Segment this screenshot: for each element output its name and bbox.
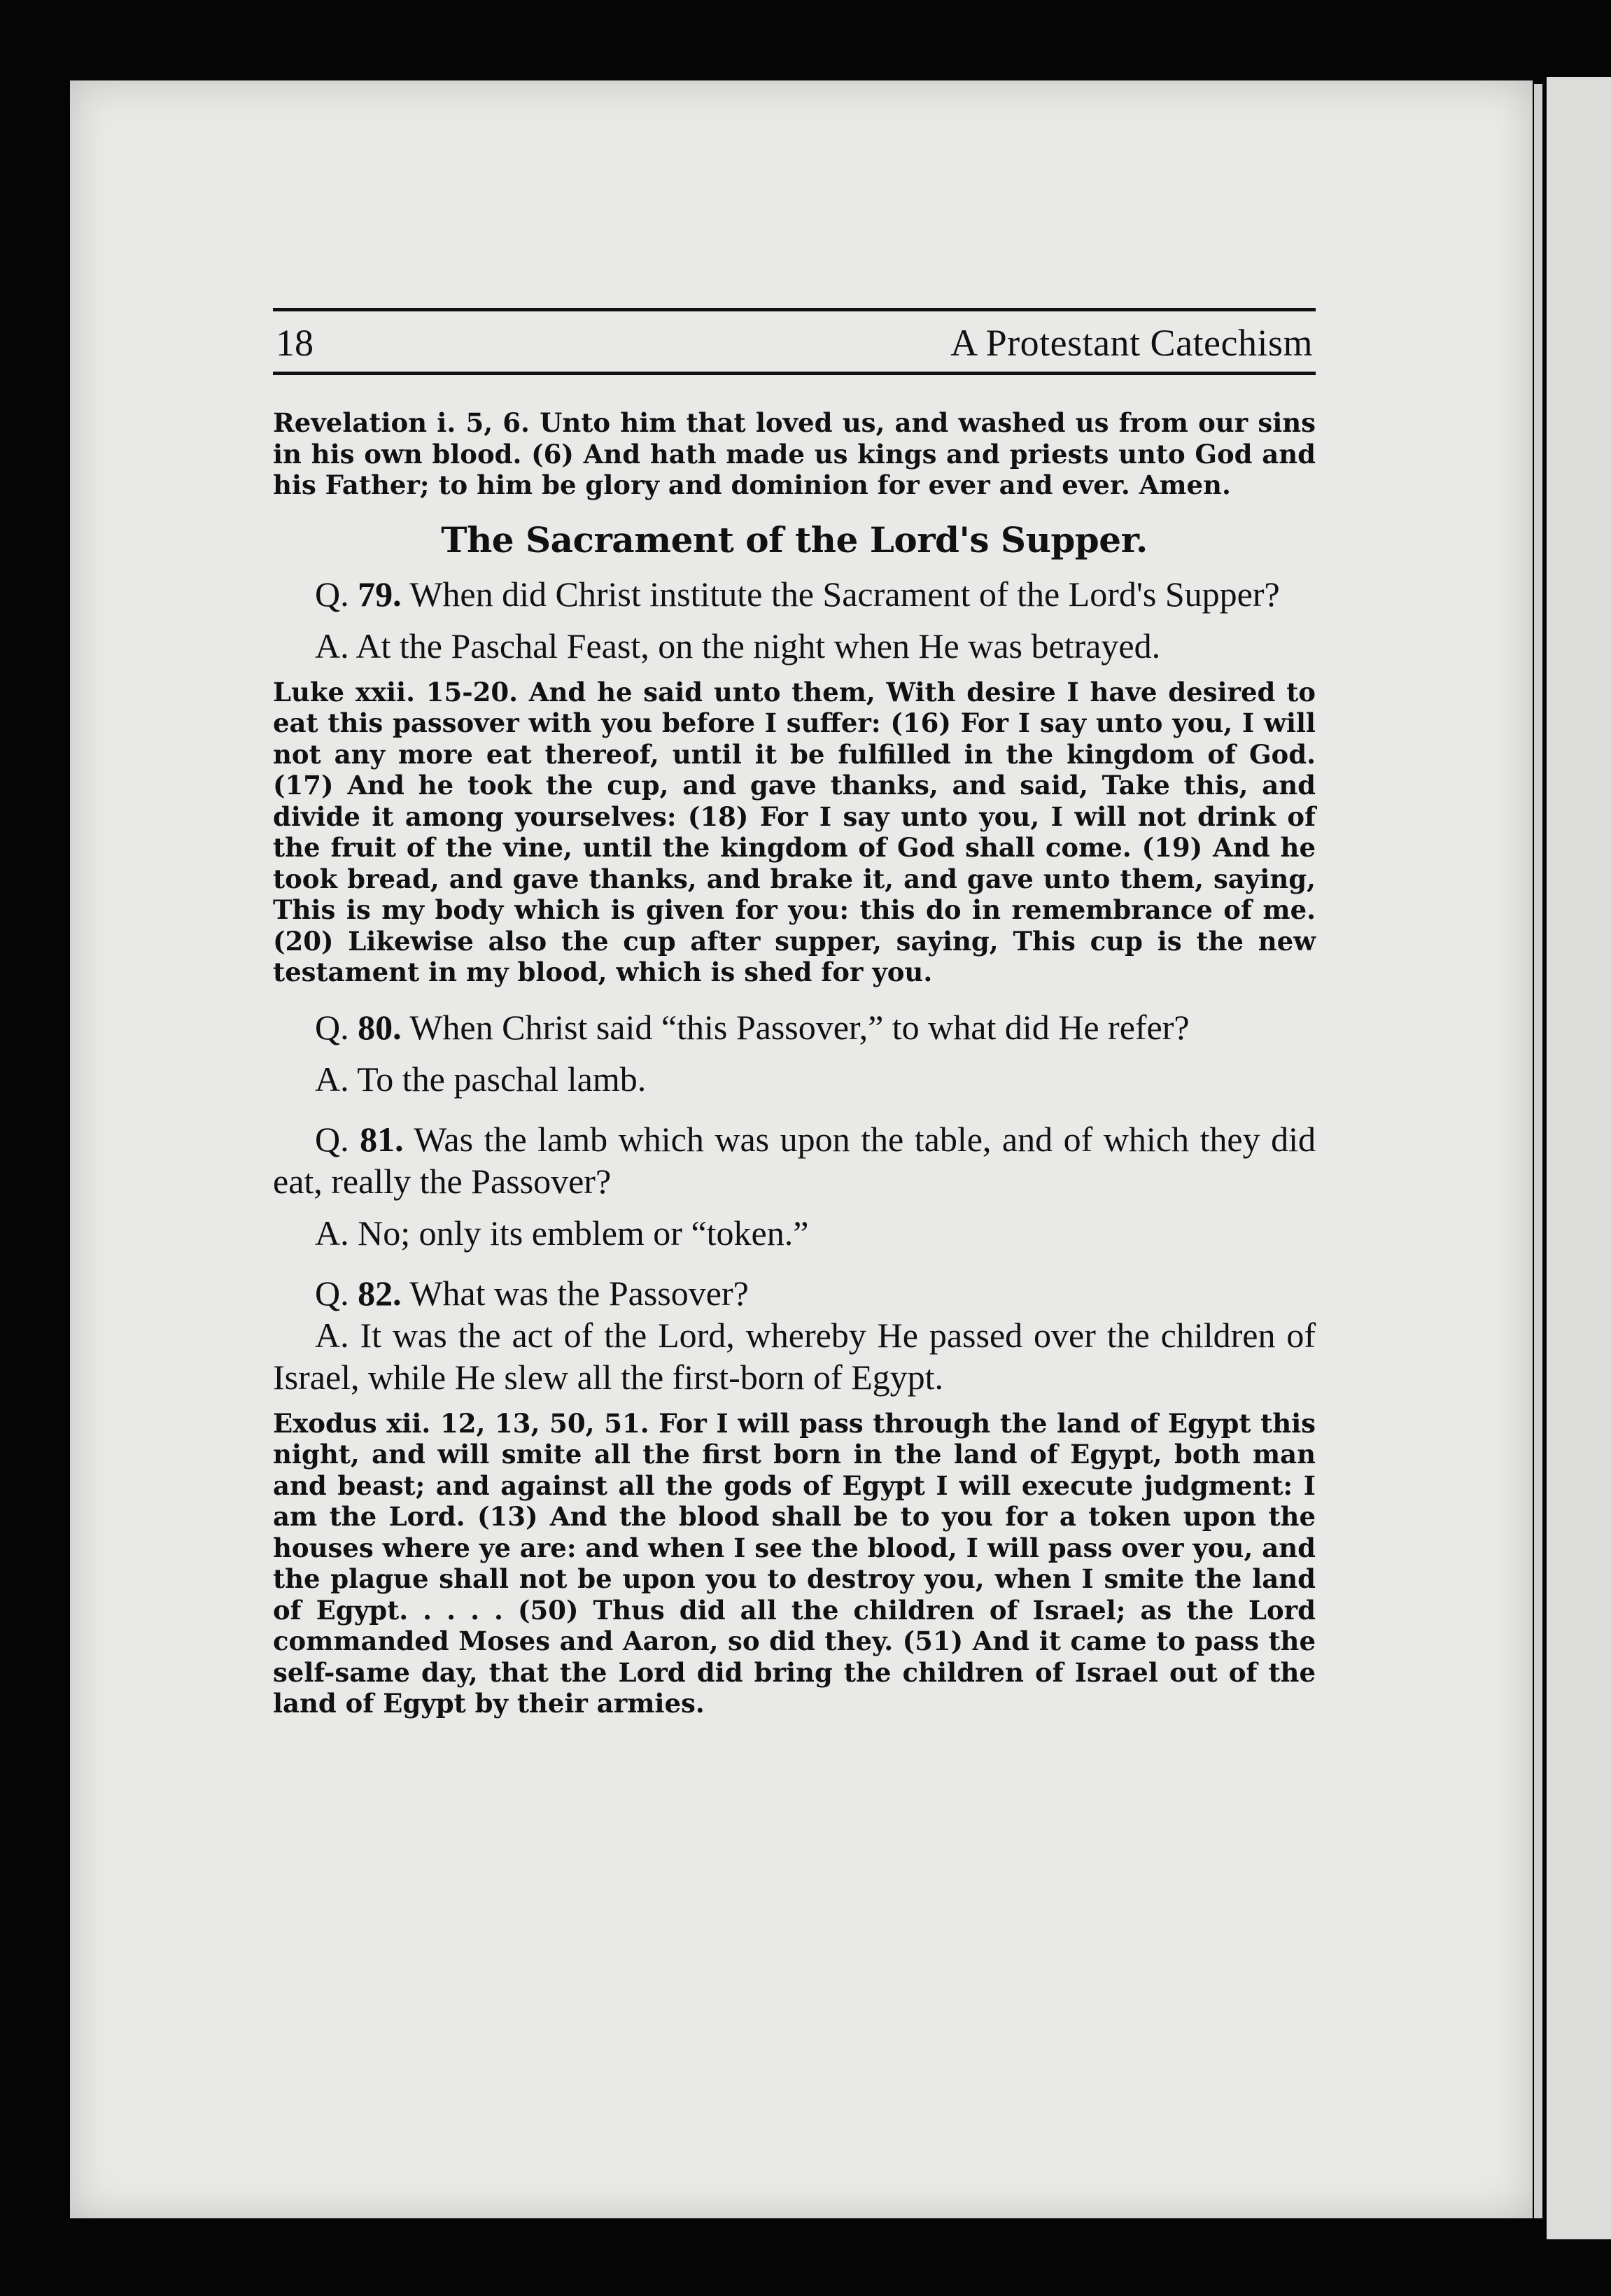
page-gutter-edge	[1534, 84, 1542, 2218]
answer-label: A.	[315, 1315, 349, 1355]
citation-revelation: Revelation i. 5, 6. Unto him that loved us, and washed us from our sins in his own blood. (6) And hath made us kings and priests unto God and his Father; to him be glory and dominion for ever and ever. Amen.	[273, 407, 1316, 500]
question-82	[273, 1272, 1316, 1314]
citation-luke: Luke xxii. 15-20. And he said unto them, With desire I have desired to eat this passover with you before I suffer: (16) For I say unto you, I will not any more eat thereof, until it be fulfilled in the kingdom of God. (17) And he took the cup, and gave thanks, and said, Take this, and divide it among yourselves: (18) For I say unto you, I will not drink of the fruit of the vine, until the kingdom of God shall come. (19) And he took bread, and gave thanks, and brake it, and gave unto them, saying, This is my body which is given for you: this do in remembrance of me. (20) Likewise also the cup after supper, saying, This cup is the new testament in my blood, which is shed for you.	[273, 676, 1316, 987]
question-label: Q.	[315, 1007, 349, 1047]
running-header	[273, 311, 1316, 372]
question-79	[273, 573, 1316, 615]
page-content	[273, 308, 1316, 1719]
question-number: 82.	[358, 1273, 402, 1313]
answer-82	[273, 1314, 1316, 1398]
question-text: What was the Passover?	[409, 1273, 749, 1313]
question-number: 80.	[358, 1007, 402, 1047]
question-81	[273, 1118, 1316, 1202]
answer-80	[273, 1058, 1316, 1100]
answer-label: A.	[315, 1059, 349, 1099]
answer-text: At the Paschal Feast, on the night when He was betrayed.	[356, 626, 1161, 665]
answer-text: It was the act of the Lord, whereby He passed over the children of Israel, while He slew all the first-born of Egypt.	[273, 1315, 1316, 1397]
question-text: When did Christ institute the Sacrament of the Lord's Supper?	[409, 574, 1280, 614]
answer-79	[273, 625, 1316, 667]
section-heading: The Sacrament of the Lord's Supper.	[441, 519, 1148, 561]
question-label: Q.	[315, 1119, 349, 1159]
question-label: Q.	[315, 1273, 349, 1313]
answer-text: No; only its emblem or “token.”	[358, 1213, 809, 1253]
question-number: 79.	[358, 574, 402, 614]
page-number: 18	[276, 322, 314, 364]
question-label: Q.	[315, 574, 349, 614]
running-title: A Protestant Catechism	[950, 322, 1313, 364]
question-80	[273, 1006, 1316, 1048]
citation-exodus: Exodus xii. 12, 13, 50, 51. For I will pass through the land of Egypt this night, and will smite all the first born in the land of Egypt, both man and beast; and against all the gods of Egypt I will execute judgment: I am the Lord. (13) And the blood shall be to you for a token upon the houses where ye are: and when I see the blood, I will pass over you, and the plague shall not be upon you to destroy you, when I smite the land of Egypt. . . . . (50) Thus did all the children of Israel; as the Lord commanded Moses and Aaron, so did they. (51) And it came to pass the self-same day, that the Lord did bring the children of Israel out of the land of Egypt by their armies.	[273, 1407, 1316, 1719]
answer-label: A.	[315, 626, 349, 665]
question-number: 81.	[360, 1119, 404, 1159]
question-text: When Christ said “this Passover,” to what did He refer?	[409, 1007, 1190, 1047]
question-text: Was the lamb which was upon the table, and of which they did eat, really the Passover?	[273, 1119, 1316, 1201]
answer-label: A.	[315, 1213, 349, 1253]
answer-81	[273, 1212, 1316, 1254]
answer-text: To the paschal lamb.	[357, 1059, 647, 1099]
facing-page-edge	[1547, 77, 1611, 2239]
